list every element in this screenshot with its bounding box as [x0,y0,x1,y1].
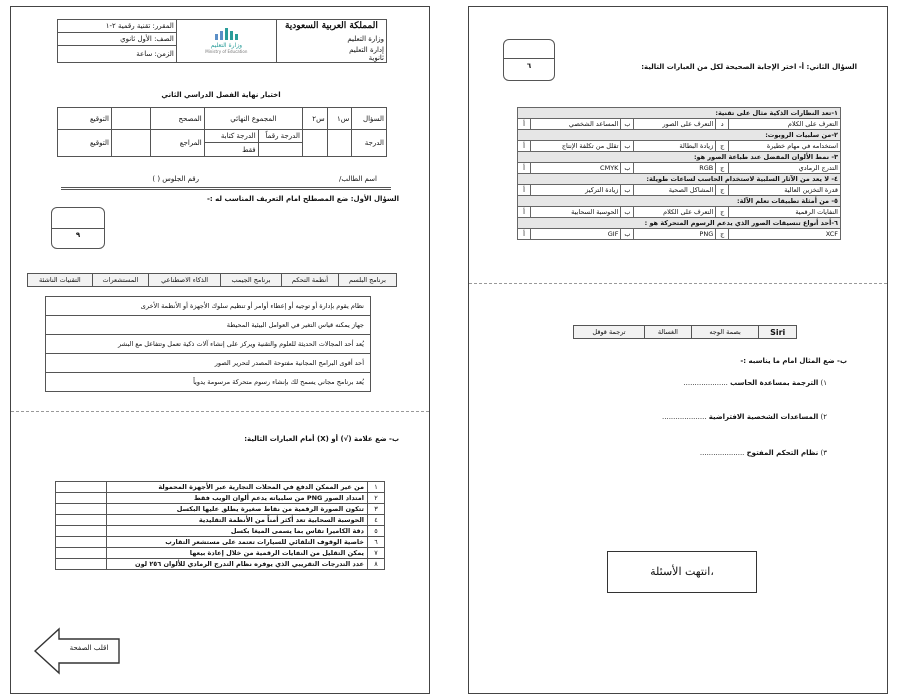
option-item: برنامج البلسم [338,274,396,287]
mcq-question: ٢-من سلبيات الروبوت: [518,130,841,141]
option-item: التقنيات الناشئة [28,274,93,287]
q1-title: السؤال الأول: ضع المصطلح امام التعريف المناسب له :- [207,195,399,203]
example-option: Siri [759,326,797,339]
answer-blank[interactable]: .................... [683,379,728,387]
mcq-option[interactable]: PNG [634,229,716,240]
admin-name: إدارة التعليم ثانوية [276,46,386,63]
answer-cell[interactable] [56,559,107,570]
option-item: الذكاء الاصطناعي [149,274,221,287]
grade-field: الصف: الأول ثانوي [58,33,177,46]
answer-cell[interactable] [56,482,107,493]
q1-grade-cell[interactable] [327,130,352,157]
mcq-option[interactable]: استخدامه في مهام خطيرة [729,141,841,152]
col-signature: التوقيع [58,108,112,130]
seat-number-label: رقم الجلوس ( ) [152,175,199,183]
answer-cell[interactable] [56,526,107,537]
example-line-3: ٣) نظام التحكم المفتوح .................... [699,449,827,457]
mcq-question: ٦-أحد أنواع تنسيقات الصور الذي يدعم الرسوم المتحركة هو : [518,218,841,229]
example-option: بصمة الوجه [691,326,759,339]
ministry-logo: وزارة التعليم Ministry of Education [176,20,276,63]
kingdom-title: المملكة العربية السعودية [276,20,386,33]
mcq-question: ١-تعد النظارات الذكية مثال على تقنية: [518,108,841,119]
ministry-name: وزارة التعليم [276,33,386,46]
mcq-option[interactable]: GIF [531,229,621,240]
example-option: الغسالة [645,326,692,339]
definition-row: نظام يقوم بإدارة أو توجيه أو إعطاء أوامر أو تنظيم سلوك الأجهزة أو الأنظمة الأخرى [45,296,371,316]
mcq-option[interactable]: RGB [634,163,716,174]
example-line-2: ٢) المساعدات الشخصية الافتراضية .................... [662,413,827,421]
mcq-option[interactable]: قدرة التخزين العالية [729,185,841,196]
q1-score-box: ٩ [51,207,105,249]
true-false-table [55,481,385,570]
page-header [57,19,387,63]
mcq-question: ٥- من أمثلة تطبيقات تعلم الآلة: [518,196,841,207]
mcq-option[interactable]: CMYK [531,163,621,174]
col-total: المجموع النهائي [204,108,302,130]
mcq-option[interactable]: زيادة البطالة [634,141,716,152]
example-line-1: ١) الترجمة بمساعدة الحاسب .................... [683,379,827,387]
mcq-option[interactable]: زيادة التركيز [531,185,621,196]
statement-row: ٣ تتكون الصورة الرقمية من نقاط صغيرة يطلق عليها البكسل [56,504,385,515]
mcq-question: ٣- نمط الألوان المفضل عند طباعة الصور هو: [518,152,841,163]
mcq-option[interactable]: التعرف على الكلام [634,207,716,218]
end-box: انتهت الأسئلة، [607,551,757,593]
grade-words-label: الدرجة كتابة [204,130,258,143]
row-grade: الدرجة [352,130,387,157]
statement-row: ١ من غير الممكن الدفع في المحلات التجارية عبر الأجهزة المحمولة [56,482,385,493]
statement-row: ٨ عدد التدرجات التقريبي الذي يوفره نظام التدرج الرمادي للألوان ٢٥٦ لون [56,559,385,570]
mcq-option[interactable]: التعرف على الصور [634,119,716,130]
grade-digits-label: الدرجة رقماً [258,130,302,143]
statement-row: ٥ دقة الكاميرا تقاس بما يسمى الميغا بكسل [56,526,385,537]
option-item: المستشعرات [92,274,148,287]
reviewer-label: المراجع [150,130,204,157]
q2b-title: ب- ضع المثال امام ما يناسبه :- [740,357,847,365]
answer-cell[interactable] [56,537,107,548]
examples-options-row [573,325,797,339]
time-field: الزمن: ساعة [58,46,177,63]
mcq-question: ٤- لا يعد من الآثار السلبية لاستخدام الحاسب لساعات طويلة: [518,174,841,185]
mcq-option[interactable]: التدرج الرمادي [729,163,841,174]
answer-cell[interactable] [56,548,107,559]
q2-grade-cell[interactable] [302,130,327,157]
answer-cell[interactable] [56,493,107,504]
definition-row: أحد أقوى البرامج المجانية مفتوحة المصدر لتحرير الصور [45,354,371,373]
answer-cell[interactable] [56,504,107,515]
mcq-option[interactable]: الحوسبة السحابية [531,207,621,218]
statement-row: ٦ خاصية الوقوف التلقائي للسيارات تعتمد على مستشعر التقارب [56,537,385,548]
separator-line [61,187,391,190]
mcq-table: ١-تعد النظارات الذكية مثال على تقنية: أ المساعد الشخصي ب التعرف على الصور د التعرف على الكلام ٢-من سلبيات الروبوت: أ تقلل من تكلفة الإنتاج ب زيادة البطالة ج استخدامه في مهام خطيرة ٣- نمط الألوان المفضل عند طباعة الصور هو: أ CMYK ب RGB ج التدرج الرمادي ٤- لا يعد من الآثار السلبية لاستخدام الحاسب لساعات طويلة: أ زيادة التركيز ب المشاكل الصحية ج قدرة التخزين العالية ٥- من أمثلة تطبيقات تعلم الآلة: أ الحوسبة السحابية ب التعرف على الكلام ج النفايات الرقمية ٦-أحد أنواع تنسيقات الصور الذي يدعم الرسوم المتحركة هو : أ GIF ب PNG ج XCF [517,107,841,240]
section-divider [11,411,429,412]
q1-definitions [45,296,371,392]
mcq-option[interactable]: المساعد الشخصي [531,119,621,130]
answer-blank[interactable]: .................... [662,413,707,421]
section-divider [469,283,887,284]
col-question: السؤال [352,108,387,130]
subject-field: المقرر: تقنية رقمية ٢-١ [58,20,177,33]
answer-blank[interactable]: .................... [699,449,745,457]
mcq-option[interactable]: النفايات الرقمية [729,207,841,218]
signature2-label: التوقيع [58,130,112,157]
q2-title: السؤال الثاني: أ- اختر الإجابة الصحيحة لكل من العبارات التالية: [641,63,857,71]
student-name-label: اسم الطالب/ [338,175,377,183]
page-gap [438,0,454,700]
definition-row: جهاز يمكنه قياس التغير في العوامل البيئية المحيطة [45,316,371,335]
q2-score-box: ٦ [503,39,555,81]
mcq-option[interactable]: التعرف على الكلام [729,119,841,130]
example-option: ترجمة قوقل [574,326,645,339]
statement-row: ٢ امتداد الصور PNG من سلبياته يدعم ألوان الويب فقط [56,493,385,504]
definition-row: يُعد برنامج مجاني يسمح لك بإنشاء رسوم متحركة مرسومة يدوياً [45,373,371,392]
col-corrector: المصحح [150,108,204,130]
col-q1: س١ [327,108,352,130]
mcq-option[interactable]: تقلل من تكلفة الإنتاج [531,141,621,152]
option-item: برنامج الجيمب [221,274,282,287]
score-table [57,107,387,157]
turn-page-arrow[interactable]: اقلب الصفحة [33,627,123,675]
answer-cell[interactable] [56,515,107,526]
exam-page-2 [468,6,888,694]
mcq-option[interactable]: المشاكل الصحية [634,185,716,196]
mcq-option[interactable]: XCF [729,229,841,240]
q1b-title: ب- ضع علامة (√) أو (X) أمام العبارات التالية: [244,435,399,443]
col-q2: س٢ [302,108,327,130]
grade-words-cell: فقط [204,143,258,157]
definition-row: يُعد أحد المجالات الحديثة للعلوم والتقنية ويركز على إنشاء آلات ذكية تعمل وتتفاعل مع البشر [45,335,371,354]
statement-row: ٧ يمكن التقليل من النفايات الرقمية من خلال إعادة بيعها [56,548,385,559]
exam-page-1 [10,6,430,694]
exam-title: اختبار نهاية الفصل الدراسي الثاني [161,91,281,99]
grade-digits-cell[interactable] [258,143,302,157]
q1-options-row [27,273,397,287]
option-item: أنظمة التحكم [282,274,339,287]
statement-row: ٤ الحوسبة السحابية تعد أكثر أمناً من الأنظمة التقليدية [56,515,385,526]
